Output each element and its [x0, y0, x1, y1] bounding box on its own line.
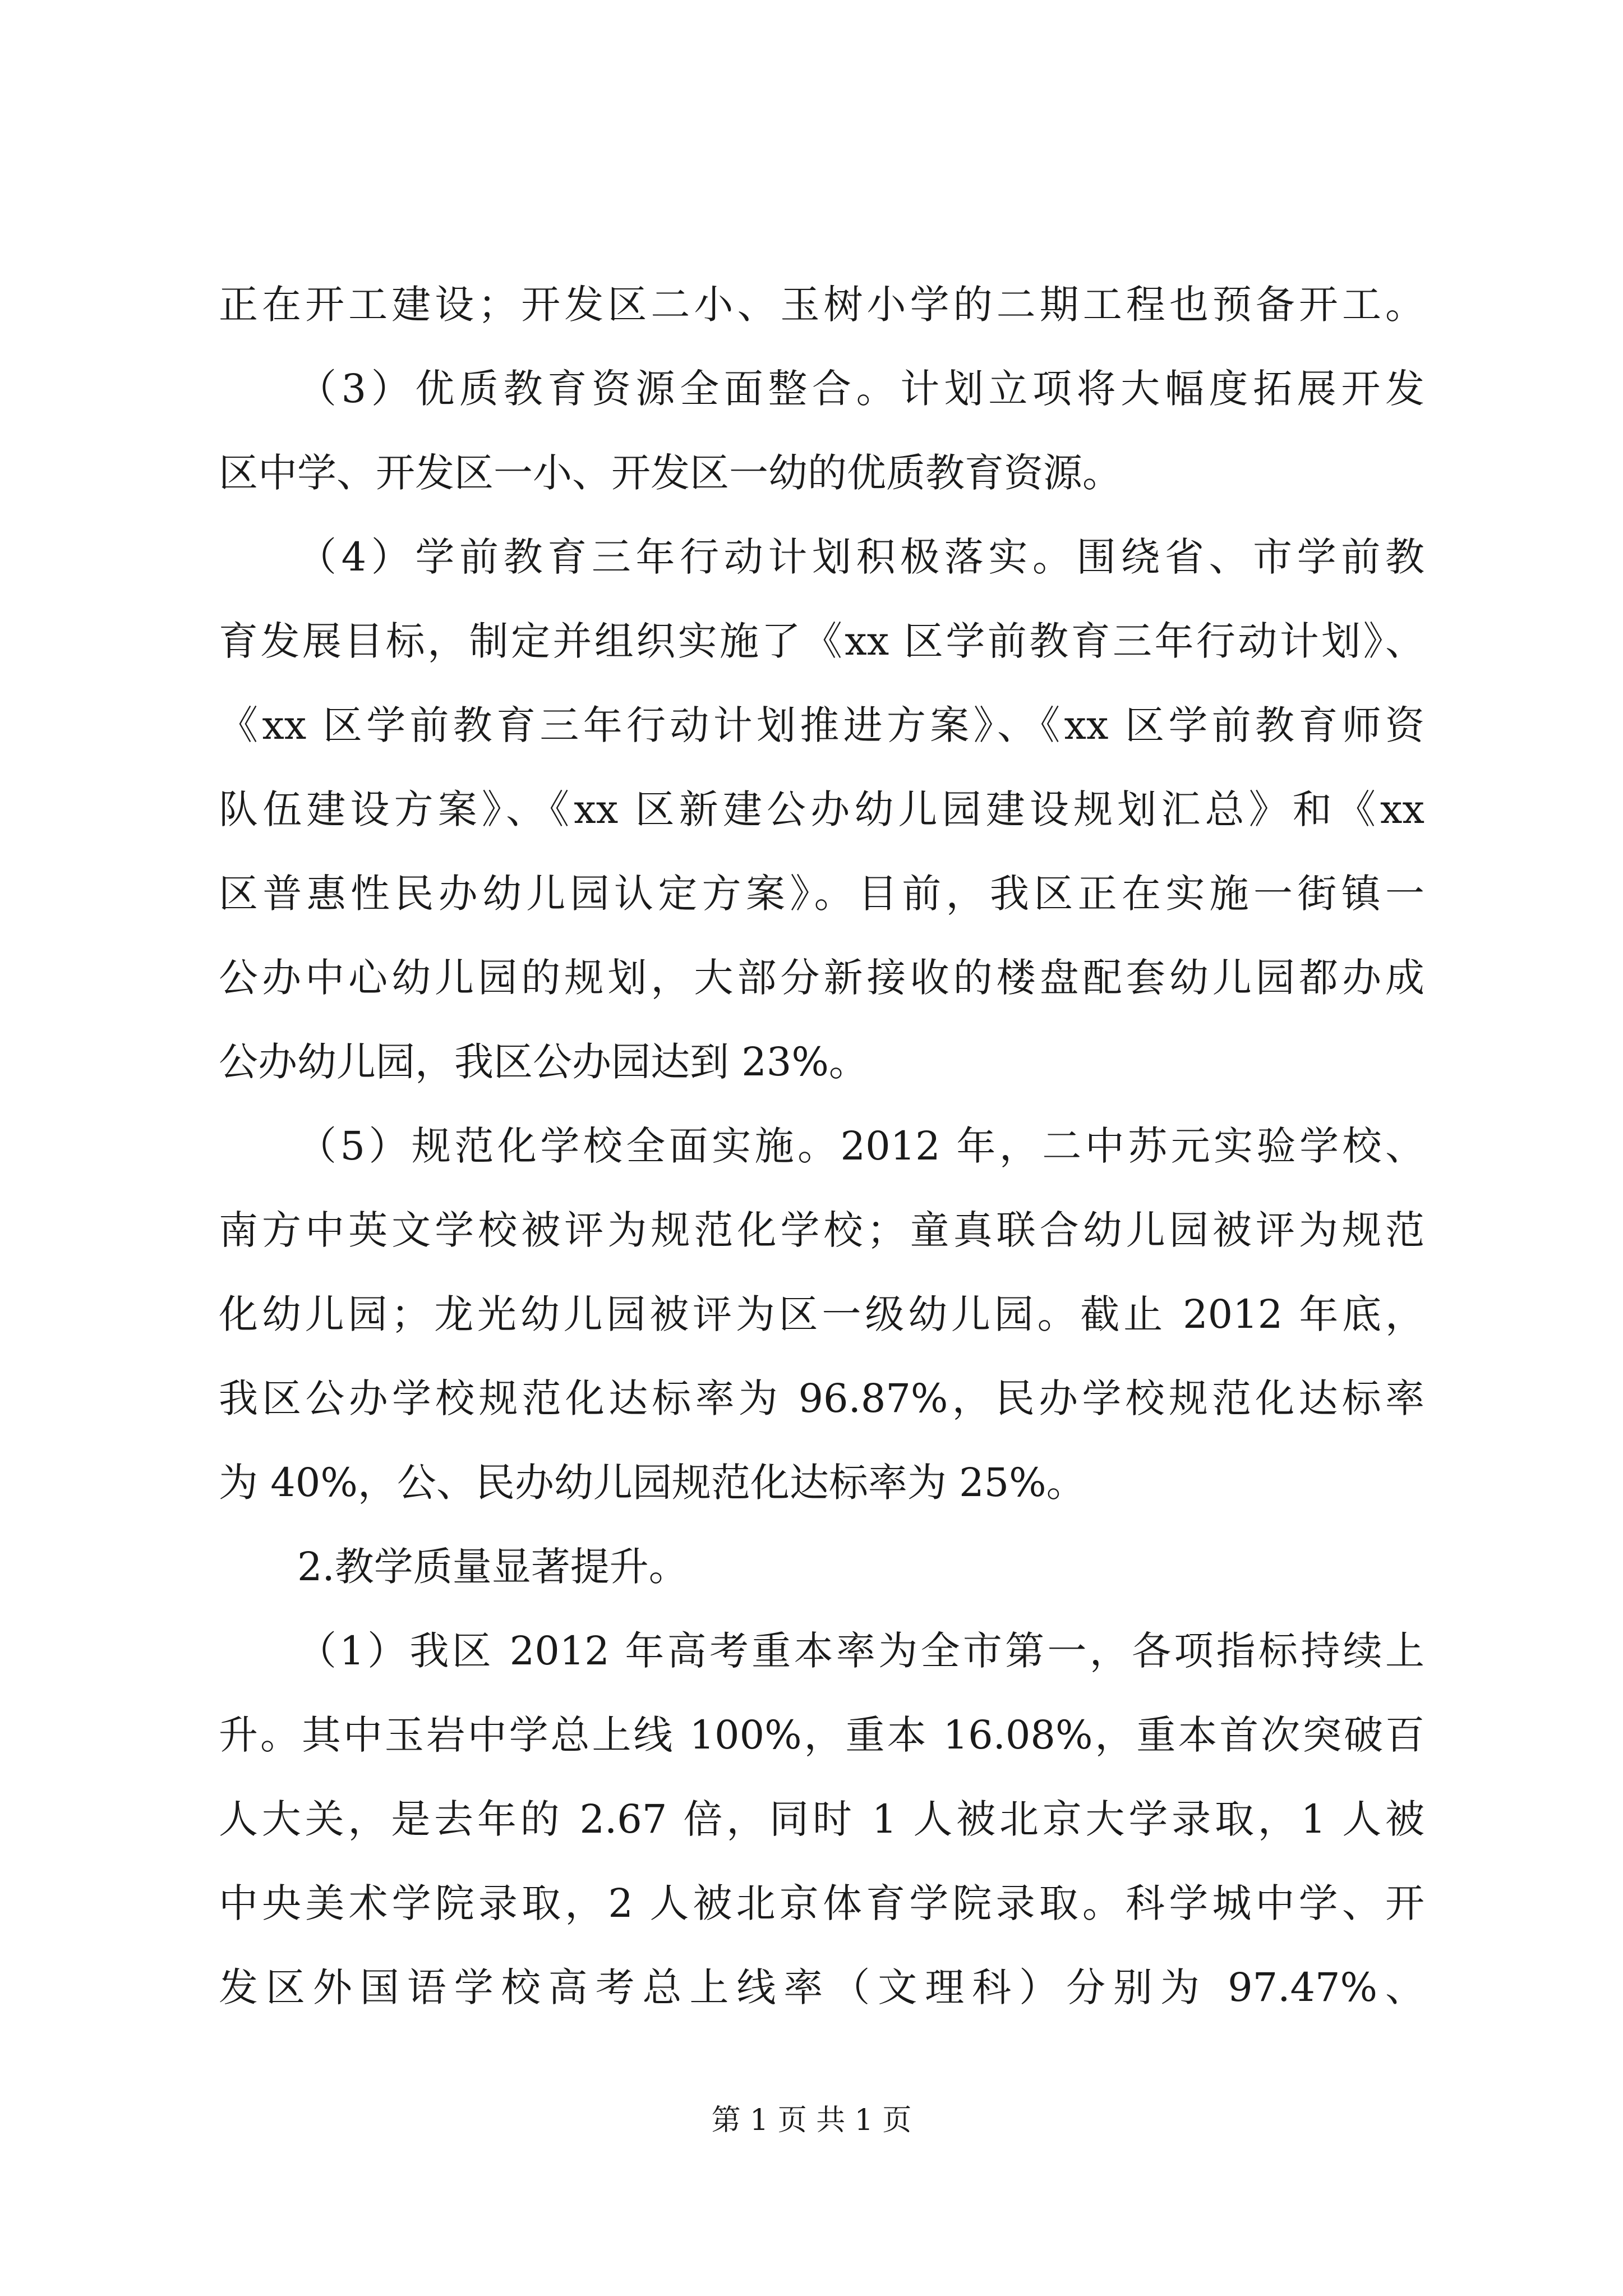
document-body — [219, 263, 1424, 2030]
text-line: 我区公办学校规范化达标率为 96.87%，民办学校规范化达标率 — [219, 1375, 1424, 1421]
text-line: （4）学前教育三年行动计划积极落实。围绕省、市学前教 — [297, 534, 1424, 580]
text-line: （1）我区 2012 年高考重本率为全市第一，各项指标持续上 — [297, 1628, 1424, 1674]
page-number-label: 第 1 页 共 1 页 — [711, 2104, 912, 2137]
text-line: 为 40%，公、民办幼儿园规范化达标率为 25%。 — [219, 1460, 1086, 1506]
page-footer — [0, 2101, 1623, 2140]
text-line: 南方中英文学校被评为规范化学校；童真联合幼儿园被评为规范 — [219, 1207, 1424, 1253]
text-line: 化幼儿园；龙光幼儿园被评为区一级幼儿园。截止 2012 年底， — [219, 1291, 1424, 1337]
text-line: （5）规范化学校全面实施。2012 年，二中苏元实验学校、 — [297, 1123, 1424, 1169]
text-line: 公办幼儿园，我区公办园达到 23%。 — [219, 1039, 868, 1085]
text-line: 《xx 区学前教育三年行动计划推进方案》、《xx 区学前教育师资 — [219, 702, 1424, 748]
text-line: 发区外国语学校高考总上线率（文理科）分别为 97.47%、 — [219, 1964, 1424, 2010]
text-line: 中央美术学院录取，2 人被北京体育学院录取。科学城中学、开 — [219, 1880, 1424, 1926]
text-line: 公办中心幼儿园的规划，大部分新接收的楼盘配套幼儿园都办成 — [219, 955, 1424, 1001]
section-heading: 2.教学质量显著提升。 — [297, 1544, 688, 1590]
text-line: 升。其中玉岩中学总上线 100%，重本 16.08%，重本首次突破百 — [219, 1712, 1424, 1758]
text-line: 区普惠性民办幼儿园认定方案》。目前，我区正在实施一街镇一 — [219, 871, 1424, 917]
text-line: 正在开工建设；开发区二小、玉树小学的二期工程也预备开工。 — [219, 282, 1424, 328]
text-line: 区中学、开发区一小、开发区一幼的优质教育资源。 — [219, 450, 1122, 496]
text-line: （3）优质教育资源全面整合。计划立项将大幅度拓展开发 — [297, 366, 1424, 412]
text-line: 育发展目标，制定并组织实施了《xx 区学前教育三年行动计划》、 — [219, 618, 1424, 664]
text-line: 人大关，是去年的 2.67 倍，同时 1 人被北京大学录取，1 人被 — [219, 1796, 1424, 1842]
text-line: 队伍建设方案》、《xx 区新建公办幼儿园建设规划汇总》和《xx — [219, 786, 1424, 832]
